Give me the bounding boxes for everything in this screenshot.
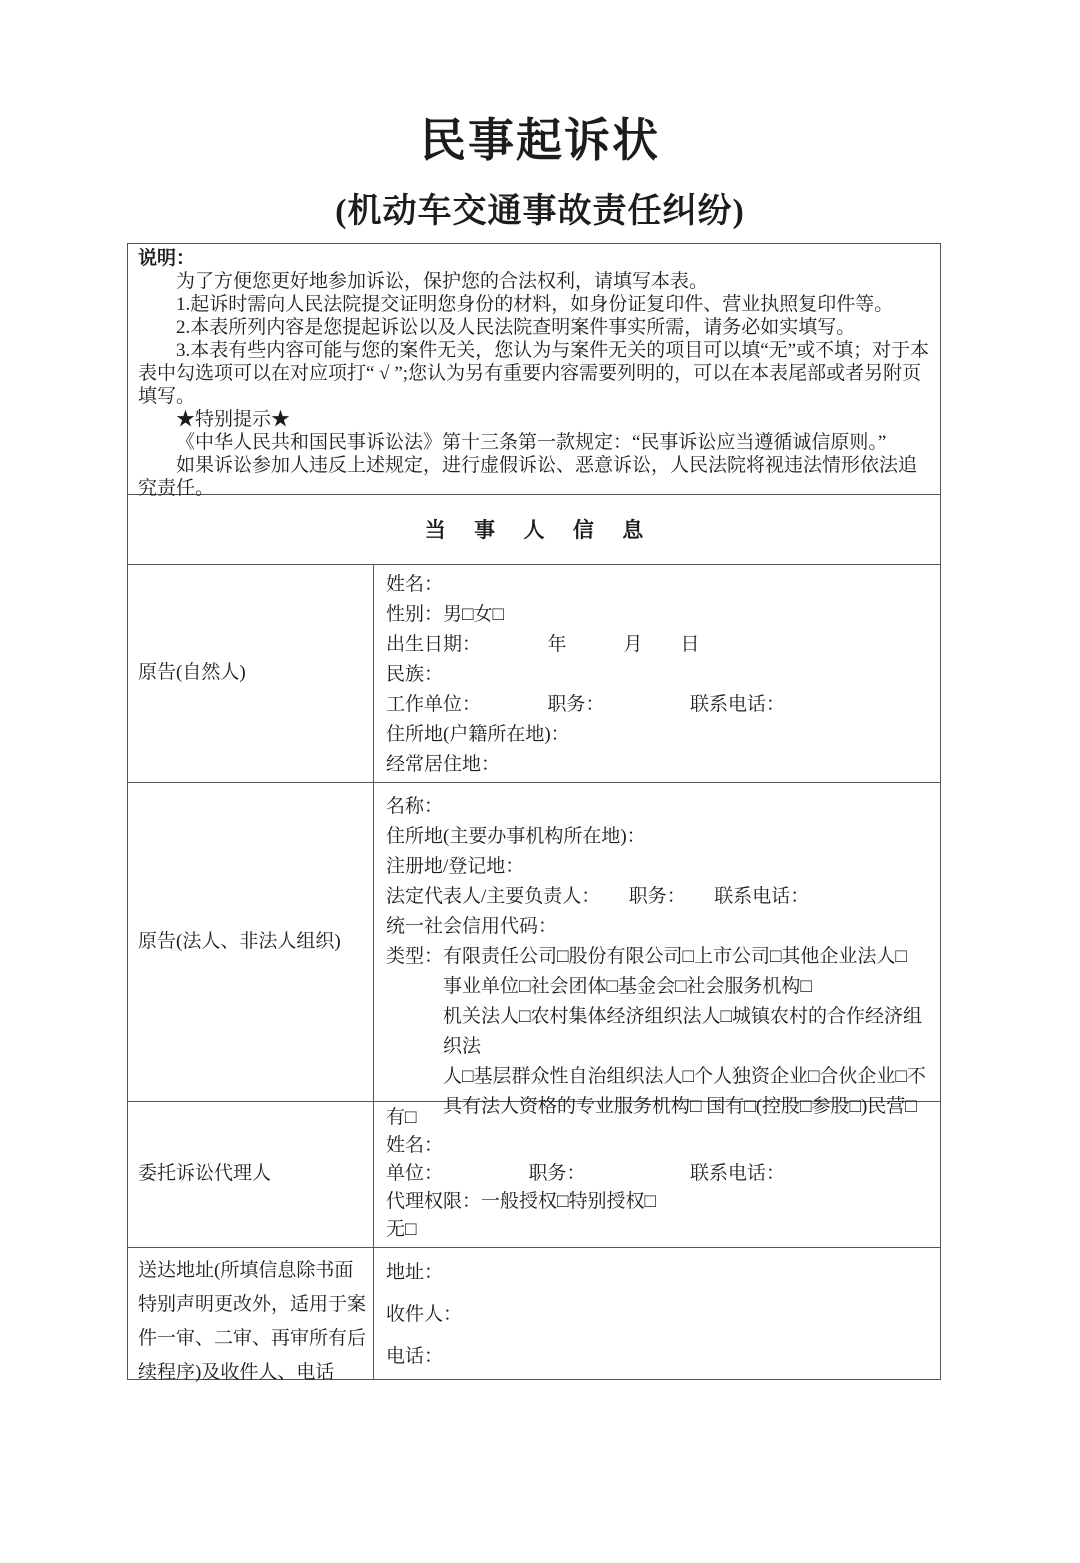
notes-heading: 说明： (138, 247, 196, 269)
note-paragraph: 为了方便您更好地参加诉讼，保护您的合法权利，请填写本表。 (176, 270, 709, 292)
row-fields-plaintiff-natural (374, 565, 940, 782)
row-fields-plaintiff-org (374, 783, 940, 1117)
row-label-agent: 委托诉讼代理人 (128, 1102, 374, 1247)
table-row-plaintiff-org (127, 782, 941, 1117)
field-line: 经常居住地： (386, 753, 501, 775)
field-line: 姓名： (386, 1134, 444, 1156)
field-line: 单位： 职务： 联系电话： (386, 1162, 786, 1184)
field-line: 事业单位□社会团体□基金会□社会服务机构□ (443, 975, 812, 997)
row-label-plaintiff-org: 原告(法人、非法人组织) (128, 783, 374, 1101)
field-line: 工作单位： 职务： 联系电话： (386, 693, 786, 715)
field-line: 地址： (386, 1261, 444, 1283)
field-line: 无□ (386, 1218, 417, 1240)
field-line: 名称： (386, 795, 444, 817)
complaint-form (127, 243, 941, 1383)
row-fields-agent (374, 1102, 940, 1247)
field-line: 法定代表人/主要负责人： 职务： 联系电话： (386, 885, 810, 907)
field-line: 性别：男□女□ (386, 603, 504, 625)
field-line: 住所地(主要办事机构所在地)： (386, 825, 646, 847)
field-line: 出生日期： 年 月 日 (386, 633, 700, 655)
page-subtitle: (机动车交通事故责任纠纷) (335, 192, 745, 230)
field-line: 机关法人□农村集体经济组织法人□城镇农村的合作经济组织法 (443, 1005, 922, 1057)
note-paragraph: 《中华人民共和国民事诉讼法》第十三条第一款规定：“民事诉讼应当遵循诚信原则。” (176, 431, 887, 453)
field-line: 有□ (386, 1106, 417, 1128)
field-line: 姓名： (386, 573, 444, 595)
field-line: 统一社会信用代码： (386, 915, 558, 937)
party-info-header: 当 事 人 信 息 (127, 494, 941, 565)
row-fields-service-address (374, 1248, 940, 1379)
note-paragraph: 2.本表所列内容是您提起诉讼以及人民法院查明案件事实所需，请务必如实填写。 (176, 316, 856, 338)
field-line: 类型：有限责任公司□股份有限公司□上市公司□其他企业法人□ (386, 945, 907, 967)
field-line: 人□基层群众性自治组织法人□个人独资企业□合伙企业□不 (443, 1065, 926, 1087)
field-line: 代理权限：一般授权□特别授权□ (386, 1190, 656, 1212)
page-title: 民事起诉状 (420, 115, 660, 166)
field-line: 收件人： (386, 1303, 463, 1325)
field-line: 具有法人资格的专业服务机构□ 国有□(控股□参股□)民营□ (443, 1095, 917, 1117)
note-paragraph: ★特别提示★ (176, 408, 291, 430)
field-line: 电话： (386, 1345, 444, 1367)
row-label-service-address: 送达地址(所填信息除书面特别声明更改外，适用于案件一审、二审、再审所有后续程序)及收件人、电话 (128, 1248, 374, 1379)
note-paragraph: 如果诉讼参加人违反上述规定，进行虚假诉讼、恶意诉讼，人民法院将视违法情形依法追究责任。 (138, 454, 918, 499)
note-paragraph: 3.本表有些内容可能与您的案件无关，您认为与案件无关的项目可以填“无”或不填；对于本表中勾选项可以在对应项打“ √ ”;您认为另有重要内容需要列明的，可以在本表尾部或者另附页填写。 (138, 339, 930, 407)
field-line: 民族： (386, 663, 444, 685)
table-row-plaintiff-natural (127, 564, 941, 783)
notes-paragraphs (138, 270, 930, 500)
party-info-table (127, 564, 941, 1383)
table-row-service-address (127, 1247, 941, 1383)
notes-section (127, 243, 941, 499)
row-label-plaintiff-natural: 原告(自然人) (128, 565, 374, 782)
field-line: 注册地/登记地： (386, 855, 525, 877)
field-line: 住所地(户籍所在地)： (386, 723, 570, 745)
table-row-agent (127, 1101, 941, 1248)
note-paragraph: 1.起诉时需向人民法院提交证明您身份的材料，如身份证复印件、营业执照复印件等。 (176, 293, 894, 315)
